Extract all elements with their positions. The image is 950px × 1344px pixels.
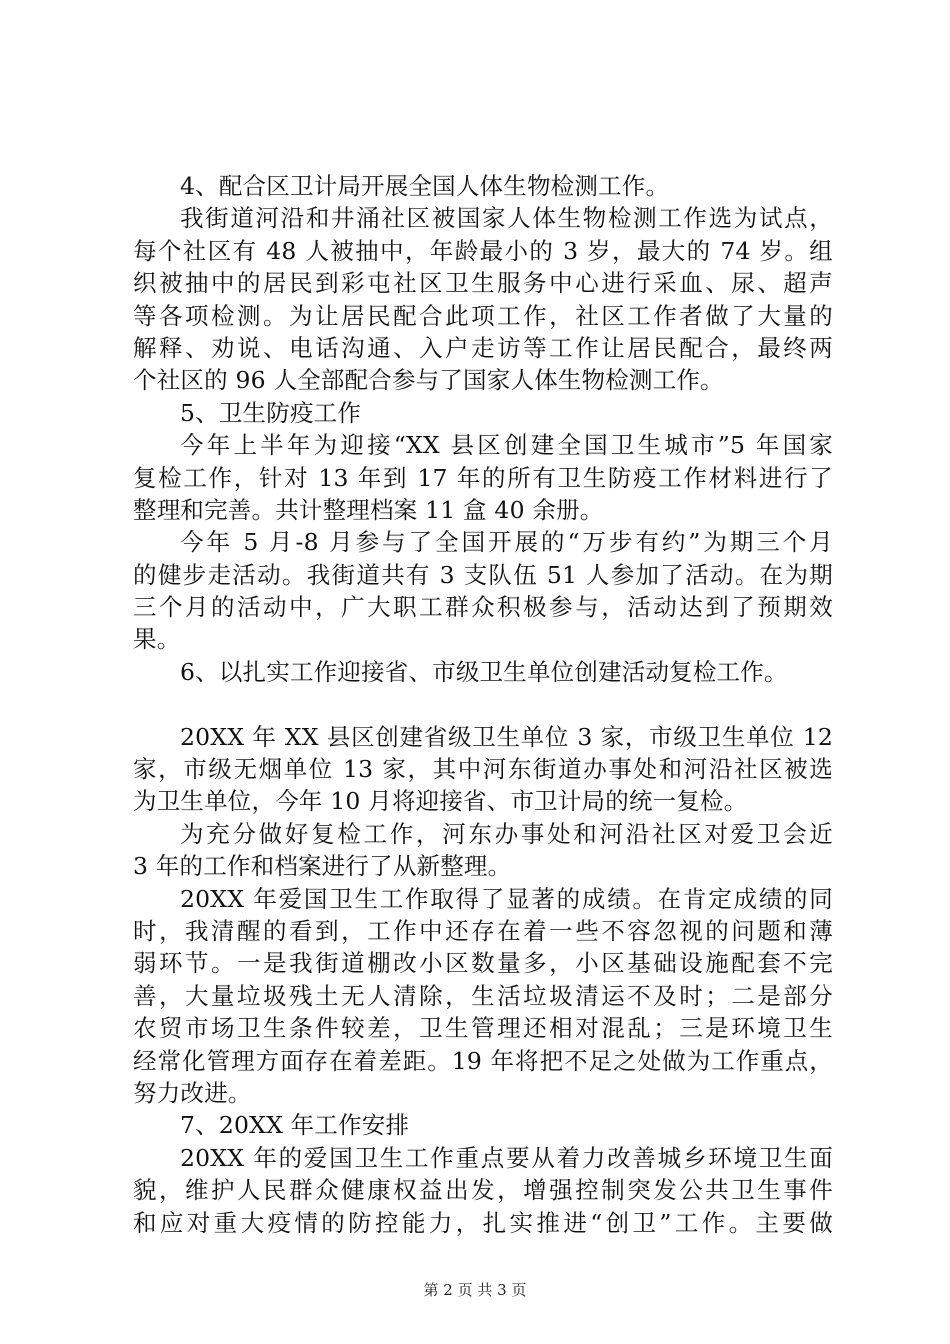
text-line: 和应对重大疫情的防控能力，扎实推进“创卫”工作。主要做 [133, 1208, 833, 1237]
text-line: 弱环节。一是我街道棚改小区数量多，小区基础设施配套不完 [133, 949, 833, 978]
blank-line [133, 688, 833, 720]
text-line: 善，大量垃圾残土无人清除，生活垃圾清运不及时；二是部分 [133, 981, 833, 1010]
page-footer: 第 2 页 共 3 页 [423, 1281, 527, 1299]
text-line: 家，市级无烟单位 13 家，其中河东街道办事处和河沿社区被选 [133, 755, 833, 784]
text-line: 20XX 年 XX 县区创建省级卫生单位 3 家，市级卫生单位 12 [180, 722, 833, 751]
text-line: 20XX 年的爱国卫生工作重点要从着力改善城乡环境卫生面 [180, 1143, 833, 1172]
text-line: 今年 5 月-8 月参与了全国开展的“万步有约”为期三个月 [180, 528, 833, 557]
text-line: 为卫生单位，今年 10 月将迎接省、市卫计局的统一复检。 [133, 787, 748, 816]
text-line: 的健步走活动。我街道共有 3 支队伍 51 人参加了活动。在为期 [133, 560, 833, 589]
text-line: 5、卫生防疫工作 [180, 398, 362, 427]
text-line: 解释、劝说、电话沟通、入户走访等工作让居民配合，最终两 [133, 333, 833, 362]
document-body [133, 170, 833, 1239]
text-line: 三个月的活动中，广大职工群众积极参与，活动达到了预期效 [133, 593, 833, 622]
text-line: 3 年的工作和档案进行了从新整理。 [133, 852, 512, 881]
text-line: 今年上半年为迎接“XX 县区创建全国卫生城市”5 年国家 [180, 431, 833, 460]
text-line: 7、20XX 年工作安排 [180, 1111, 410, 1140]
text-line: 4、配合区卫计局开展全国人体生物检测工作。 [180, 172, 670, 200]
text-line: 复检工作，针对 13 年到 17 年的所有卫生防疫工作材料进行了 [133, 463, 833, 492]
text-line: 农贸市场卫生条件较差，卫生管理还相对混乱；三是环境卫生 [133, 1014, 833, 1043]
text-line: 果。 [133, 625, 181, 654]
text-line: 努力改进。 [133, 1078, 252, 1107]
text-line: 6、以扎实工作迎接省、市级卫生单位创建活动复检工作。 [180, 657, 788, 686]
text-line: 为充分做好复检工作，河东办事处和河沿社区对爱卫会近 [180, 819, 833, 848]
text-line: 等各项检测。为让居民配合此项工作，社区工作者做了大量的 [133, 301, 833, 330]
text-line: 经常化管理方面存在着差距。19 年将把不足之处做为工作重点， [133, 1046, 833, 1075]
text-line: 整理和完善。共计整理档案 11 盒 40 余册。 [133, 495, 604, 524]
text-line: 貌，维护人民群众健康权益出发，增强控制突发公共卫生事件 [133, 1176, 833, 1205]
text-line: 每个社区有 48 人被抽中，年龄最小的 3 岁，最大的 74 岁。组 [133, 236, 833, 265]
text-line: 个社区的 96 人全部配合参与了国家人体生物检测工作。 [133, 366, 724, 395]
text-line: 时，我清醒的看到，工作中还存在着一些不容忽视的问题和薄 [133, 916, 833, 945]
text-line: 织被抽中的居民到彩屯社区卫生服务中心进行采血、尿、超声 [133, 269, 833, 298]
text-line: 我街道河沿和井涌社区被国家人体生物检测工作选为试点， [180, 204, 833, 233]
text-line: 20XX 年爱国卫生工作取得了显著的成绩。在肯定成绩的同 [180, 884, 833, 913]
